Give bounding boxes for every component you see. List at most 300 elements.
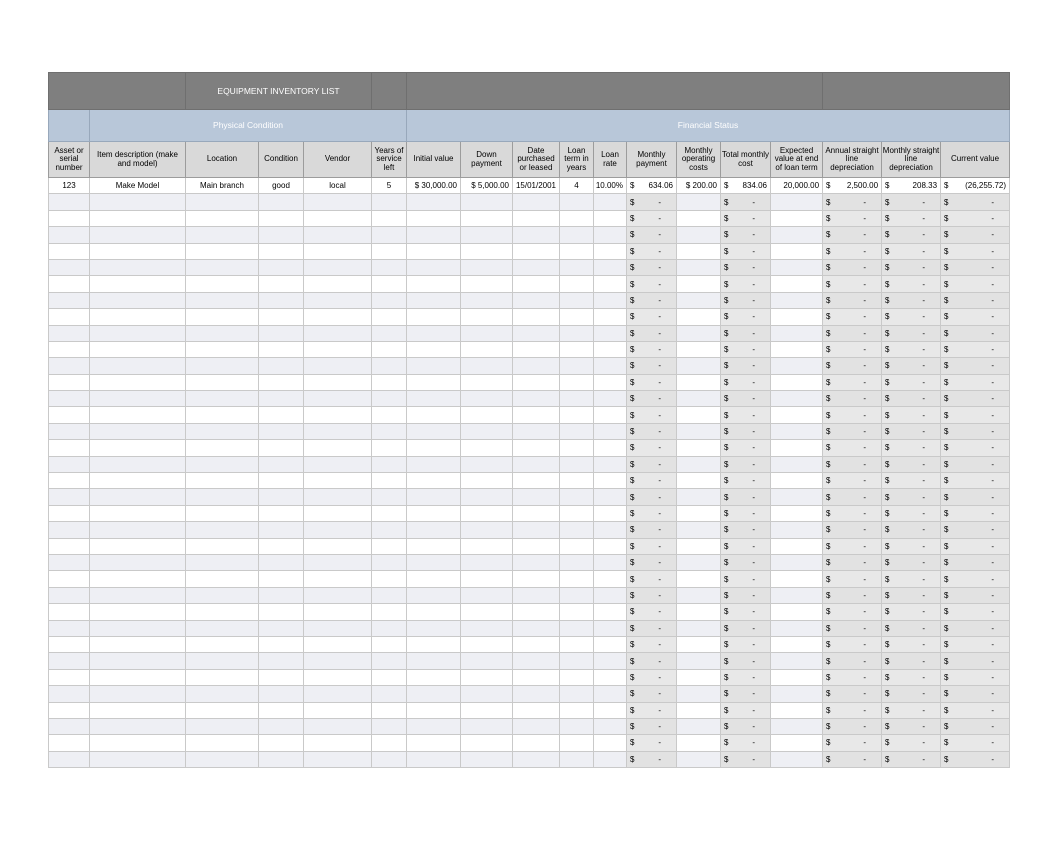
annual-depreciation-cell[interactable] [823,407,882,423]
initial-value-cell[interactable] [407,604,461,620]
operating-costs-cell[interactable] [677,259,721,275]
condition-cell[interactable] [259,391,304,407]
total-monthly-cost-cell[interactable] [721,751,771,767]
annual-depreciation-header[interactable]: Annual straight line depreciation [823,142,882,178]
years-left-cell[interactable] [372,194,407,210]
expected-value-cell[interactable] [771,473,823,489]
asset-cell[interactable] [49,341,90,357]
vendor-cell[interactable] [304,669,372,685]
years-left-cell[interactable] [372,604,407,620]
annual-depreciation-cell[interactable] [823,178,882,194]
loan-term-cell[interactable] [560,489,594,505]
description-cell[interactable] [90,210,186,226]
current-value-cell[interactable] [941,259,1010,275]
loan-term-cell[interactable] [560,702,594,718]
monthly-payment-cell[interactable] [627,587,677,603]
condition-cell[interactable] [259,374,304,390]
annual-depreciation-cell[interactable] [823,604,882,620]
date-cell[interactable] [513,636,560,652]
years-left-cell[interactable]: 5 [372,178,407,194]
vendor-header[interactable]: Vendor [304,142,372,178]
condition-cell[interactable] [259,243,304,259]
location-header[interactable]: Location [186,142,259,178]
loan-term-cell[interactable] [560,522,594,538]
location-cell[interactable] [186,391,259,407]
total-monthly-cost-cell[interactable] [721,473,771,489]
expected-value-cell[interactable] [771,522,823,538]
location-cell[interactable] [186,358,259,374]
current-value-cell[interactable] [941,325,1010,341]
total-monthly-cost-cell[interactable] [721,620,771,636]
operating-costs-cell[interactable] [677,210,721,226]
expected-value-cell[interactable] [771,571,823,587]
down-payment-cell[interactable] [461,522,513,538]
monthly-depreciation-cell[interactable] [882,194,941,210]
monthly-depreciation-cell[interactable] [882,702,941,718]
vendor-cell[interactable] [304,489,372,505]
operating-costs-cell[interactable] [677,604,721,620]
expected-value-cell[interactable]: 20,000.00 [771,178,823,194]
condition-cell[interactable] [259,571,304,587]
description-cell[interactable] [90,636,186,652]
operating-costs-cell[interactable] [677,391,721,407]
condition-cell[interactable] [259,227,304,243]
location-cell[interactable] [186,653,259,669]
description-cell[interactable] [90,604,186,620]
description-cell[interactable] [90,243,186,259]
monthly-payment-cell[interactable] [627,735,677,751]
monthly-payment-cell[interactable] [627,571,677,587]
years-left-cell[interactable] [372,735,407,751]
monthly-payment-cell[interactable] [627,276,677,292]
operating-costs-cell[interactable] [677,194,721,210]
operating-costs-cell[interactable] [677,587,721,603]
monthly-payment-cell[interactable] [627,325,677,341]
initial-value-cell[interactable] [407,587,461,603]
total-monthly-cost-cell[interactable] [721,702,771,718]
vendor-cell[interactable] [304,358,372,374]
date-cell[interactable] [513,571,560,587]
monthly-payment-cell[interactable] [627,407,677,423]
initial-value-cell[interactable] [407,391,461,407]
initial-value-cell[interactable] [407,473,461,489]
total-monthly-cost-cell[interactable] [721,259,771,275]
annual-depreciation-cell[interactable] [823,374,882,390]
asset-cell[interactable] [49,636,90,652]
annual-depreciation-cell[interactable] [823,259,882,275]
asset-header[interactable]: Asset or serial number [49,142,90,178]
monthly-depreciation-cell[interactable] [882,604,941,620]
annual-depreciation-cell[interactable] [823,341,882,357]
total-monthly-cost-cell[interactable] [721,718,771,734]
expected-value-cell[interactable] [771,309,823,325]
description-cell[interactable] [90,309,186,325]
loan-term-cell[interactable] [560,210,594,226]
annual-depreciation-cell[interactable] [823,686,882,702]
expected-value-cell[interactable] [771,735,823,751]
initial-value-cell[interactable] [407,341,461,357]
operating-costs-cell[interactable] [677,292,721,308]
expected-value-cell[interactable] [771,243,823,259]
initial-value-cell[interactable] [407,440,461,456]
operating-costs-cell[interactable] [677,653,721,669]
down-payment-cell[interactable] [461,538,513,554]
location-cell[interactable] [186,735,259,751]
monthly-payment-cell[interactable] [627,604,677,620]
asset-cell[interactable] [49,358,90,374]
location-cell[interactable] [186,489,259,505]
expected-value-cell[interactable] [771,407,823,423]
vendor-cell[interactable] [304,505,372,521]
monthly-depreciation-cell[interactable] [882,473,941,489]
current-value-cell[interactable] [941,751,1010,767]
date-cell[interactable] [513,620,560,636]
expected-value-cell[interactable] [771,538,823,554]
years-left-cell[interactable] [372,374,407,390]
initial-value-cell[interactable] [407,374,461,390]
years-left-cell[interactable] [372,751,407,767]
vendor-cell[interactable] [304,636,372,652]
loan-term-cell[interactable] [560,325,594,341]
down-payment-cell[interactable] [461,554,513,570]
vendor-cell[interactable] [304,522,372,538]
monthly-depreciation-cell[interactable] [882,735,941,751]
loan-rate-cell[interactable] [594,620,627,636]
location-cell[interactable] [186,210,259,226]
vendor-cell[interactable] [304,718,372,734]
current-value-cell[interactable] [941,669,1010,685]
description-cell[interactable] [90,325,186,341]
initial-value-cell[interactable] [407,636,461,652]
monthly-depreciation-cell[interactable] [882,554,941,570]
current-value-cell[interactable] [941,735,1010,751]
asset-cell[interactable] [49,325,90,341]
down-payment-cell[interactable] [461,456,513,472]
asset-cell[interactable] [49,276,90,292]
down-payment-cell[interactable] [461,604,513,620]
location-cell[interactable] [186,440,259,456]
loan-term-cell[interactable] [560,194,594,210]
monthly-depreciation-cell[interactable] [882,489,941,505]
operating-costs-cell[interactable] [677,669,721,685]
vendor-cell[interactable] [304,309,372,325]
down-payment-cell[interactable] [461,407,513,423]
description-cell[interactable] [90,358,186,374]
operating-costs-cell[interactable] [677,423,721,439]
asset-cell[interactable] [49,653,90,669]
initial-value-cell[interactable] [407,456,461,472]
loan-rate-cell[interactable] [594,735,627,751]
loan-rate-cell[interactable] [594,505,627,521]
location-cell[interactable] [186,423,259,439]
initial-value-cell[interactable] [407,669,461,685]
asset-cell[interactable] [49,604,90,620]
down-payment-cell[interactable] [461,735,513,751]
monthly-depreciation-cell[interactable] [882,407,941,423]
condition-cell[interactable] [259,620,304,636]
expected-value-cell[interactable] [771,587,823,603]
loan-rate-cell[interactable]: 10.00% [594,178,627,194]
current-value-cell[interactable] [941,178,1010,194]
vendor-cell[interactable] [304,423,372,439]
years-left-cell[interactable] [372,620,407,636]
description-cell[interactable] [90,473,186,489]
date-cell[interactable] [513,374,560,390]
initial-value-cell[interactable] [407,489,461,505]
location-cell[interactable] [186,325,259,341]
current-value-header[interactable]: Current value [941,142,1010,178]
expected-value-cell[interactable] [771,341,823,357]
loan-rate-cell[interactable] [594,604,627,620]
description-cell[interactable] [90,374,186,390]
loan-rate-cell[interactable] [594,292,627,308]
loan-term-cell[interactable] [560,554,594,570]
down-payment-cell[interactable] [461,292,513,308]
condition-cell[interactable] [259,702,304,718]
annual-depreciation-cell[interactable] [823,391,882,407]
annual-depreciation-cell[interactable] [823,735,882,751]
asset-cell[interactable] [49,554,90,570]
description-cell[interactable] [90,653,186,669]
asset-cell[interactable] [49,309,90,325]
loan-term-cell[interactable] [560,243,594,259]
monthly-payment-cell[interactable] [627,210,677,226]
operating-costs-cell[interactable] [677,538,721,554]
loan-term-cell[interactable] [560,456,594,472]
title-cell-end[interactable] [823,73,1010,110]
loan-rate-cell[interactable] [594,243,627,259]
loan-rate-cell[interactable] [594,587,627,603]
loan-rate-cell[interactable] [594,538,627,554]
operating-costs-cell[interactable] [677,505,721,521]
asset-cell[interactable] [49,374,90,390]
annual-depreciation-cell[interactable] [823,505,882,521]
condition-cell[interactable] [259,292,304,308]
loan-term-cell[interactable] [560,538,594,554]
condition-cell[interactable] [259,210,304,226]
section-financial-status[interactable]: Financial Status [407,110,1010,142]
down-payment-header[interactable]: Down payment [461,142,513,178]
condition-cell[interactable] [259,669,304,685]
loan-term-cell[interactable] [560,473,594,489]
years-left-cell[interactable] [372,505,407,521]
monthly-depreciation-cell[interactable] [882,686,941,702]
annual-depreciation-cell[interactable] [823,636,882,652]
condition-cell[interactable] [259,309,304,325]
total-monthly-cost-cell[interactable] [721,686,771,702]
loan-rate-cell[interactable] [594,456,627,472]
date-cell[interactable] [513,669,560,685]
location-cell[interactable] [186,309,259,325]
expected-value-cell[interactable] [771,276,823,292]
current-value-cell[interactable] [941,423,1010,439]
description-cell[interactable] [90,276,186,292]
years-left-cell[interactable] [372,718,407,734]
loan-term-cell[interactable] [560,653,594,669]
years-left-cell[interactable] [372,276,407,292]
years-left-cell[interactable] [372,341,407,357]
loan-rate-cell[interactable] [594,702,627,718]
loan-rate-cell[interactable] [594,686,627,702]
asset-cell[interactable] [49,669,90,685]
down-payment-cell[interactable] [461,374,513,390]
loan-rate-cell[interactable] [594,669,627,685]
loan-rate-header[interactable]: Loan rate [594,142,627,178]
operating-costs-cell[interactable] [677,309,721,325]
date-cell[interactable] [513,341,560,357]
current-value-cell[interactable] [941,604,1010,620]
years-left-cell[interactable] [372,473,407,489]
condition-cell[interactable] [259,259,304,275]
monthly-payment-cell[interactable] [627,669,677,685]
total-monthly-cost-cell[interactable] [721,735,771,751]
date-cell[interactable] [513,473,560,489]
annual-depreciation-cell[interactable] [823,718,882,734]
loan-rate-cell[interactable] [594,407,627,423]
date-cell[interactable] [513,358,560,374]
asset-cell[interactable] [49,538,90,554]
down-payment-cell[interactable] [461,358,513,374]
down-payment-cell[interactable] [461,489,513,505]
expected-value-cell[interactable] [771,620,823,636]
total-monthly-cost-cell[interactable] [721,341,771,357]
date-cell[interactable] [513,554,560,570]
total-monthly-cost-cell[interactable] [721,604,771,620]
description-cell[interactable] [90,489,186,505]
monthly-depreciation-cell[interactable] [882,423,941,439]
loan-term-cell[interactable] [560,505,594,521]
location-cell[interactable] [186,259,259,275]
down-payment-cell[interactable] [461,620,513,636]
down-payment-cell[interactable] [461,636,513,652]
total-monthly-cost-cell[interactable] [721,210,771,226]
current-value-cell[interactable] [941,702,1010,718]
vendor-cell[interactable] [304,341,372,357]
asset-cell[interactable] [49,423,90,439]
asset-cell[interactable] [49,292,90,308]
condition-cell[interactable] [259,636,304,652]
current-value-cell[interactable] [941,456,1010,472]
operating-costs-cell[interactable] [677,341,721,357]
years-left-cell[interactable] [372,653,407,669]
years-left-cell[interactable] [372,227,407,243]
initial-value-cell[interactable] [407,259,461,275]
total-monthly-cost-cell[interactable] [721,407,771,423]
annual-depreciation-cell[interactable] [823,538,882,554]
annual-depreciation-cell[interactable] [823,309,882,325]
vendor-cell[interactable] [304,702,372,718]
condition-cell[interactable] [259,538,304,554]
asset-cell[interactable] [49,456,90,472]
location-cell[interactable] [186,276,259,292]
operating-costs-cell[interactable] [677,489,721,505]
location-cell[interactable] [186,341,259,357]
monthly-depreciation-cell[interactable] [882,358,941,374]
loan-term-cell[interactable] [560,423,594,439]
description-cell[interactable] [90,341,186,357]
current-value-cell[interactable] [941,718,1010,734]
down-payment-cell[interactable] [461,702,513,718]
current-value-cell[interactable] [941,636,1010,652]
location-cell[interactable]: Main branch [186,178,259,194]
monthly-depreciation-cell[interactable] [882,276,941,292]
years-left-cell[interactable] [372,440,407,456]
monthly-payment-header[interactable]: Monthly payment [627,142,677,178]
loan-rate-cell[interactable] [594,391,627,407]
monthly-payment-cell[interactable] [627,636,677,652]
monthly-payment-cell[interactable] [627,440,677,456]
monthly-depreciation-cell[interactable] [882,538,941,554]
annual-depreciation-cell[interactable] [823,620,882,636]
annual-depreciation-cell[interactable] [823,243,882,259]
monthly-depreciation-cell[interactable] [882,636,941,652]
years-left-cell[interactable] [372,587,407,603]
expected-value-cell[interactable] [771,374,823,390]
condition-cell[interactable] [259,341,304,357]
monthly-depreciation-cell[interactable] [882,718,941,734]
loan-term-header[interactable]: Loan term in years [560,142,594,178]
initial-value-cell[interactable] [407,292,461,308]
initial-value-cell[interactable] [407,735,461,751]
loan-rate-cell[interactable] [594,718,627,734]
total-monthly-cost-cell[interactable] [721,391,771,407]
current-value-cell[interactable] [941,653,1010,669]
condition-cell[interactable] [259,473,304,489]
date-header[interactable]: Date purchased or leased [513,142,560,178]
current-value-cell[interactable] [941,440,1010,456]
expected-value-cell[interactable] [771,325,823,341]
expected-value-cell[interactable] [771,210,823,226]
initial-value-cell[interactable] [407,358,461,374]
initial-value-cell[interactable] [407,522,461,538]
vendor-cell[interactable] [304,653,372,669]
date-cell[interactable] [513,292,560,308]
current-value-cell[interactable] [941,210,1010,226]
description-cell[interactable] [90,554,186,570]
vendor-cell[interactable] [304,325,372,341]
monthly-payment-cell[interactable] [627,341,677,357]
loan-rate-cell[interactable] [594,489,627,505]
vendor-cell[interactable] [304,751,372,767]
monthly-payment-cell[interactable] [627,358,677,374]
total-monthly-cost-cell[interactable] [721,227,771,243]
years-left-cell[interactable] [372,686,407,702]
monthly-payment-cell[interactable] [627,718,677,734]
operating-costs-cell[interactable] [677,620,721,636]
vendor-cell[interactable] [304,259,372,275]
description-cell[interactable] [90,669,186,685]
expected-value-cell[interactable] [771,440,823,456]
total-monthly-cost-cell[interactable] [721,489,771,505]
current-value-cell[interactable] [941,686,1010,702]
total-monthly-cost-cell[interactable] [721,292,771,308]
total-monthly-cost-cell[interactable] [721,636,771,652]
loan-term-cell[interactable] [560,276,594,292]
years-left-cell[interactable] [372,522,407,538]
location-cell[interactable] [186,505,259,521]
expected-value-cell[interactable] [771,702,823,718]
annual-depreciation-cell[interactable] [823,571,882,587]
condition-cell[interactable] [259,505,304,521]
vendor-cell[interactable] [304,456,372,472]
monthly-depreciation-cell[interactable] [882,374,941,390]
loan-term-cell[interactable] [560,620,594,636]
down-payment-cell[interactable] [461,587,513,603]
initial-value-cell[interactable] [407,227,461,243]
initial-value-cell[interactable] [407,407,461,423]
description-cell[interactable] [90,440,186,456]
loan-term-cell[interactable] [560,227,594,243]
